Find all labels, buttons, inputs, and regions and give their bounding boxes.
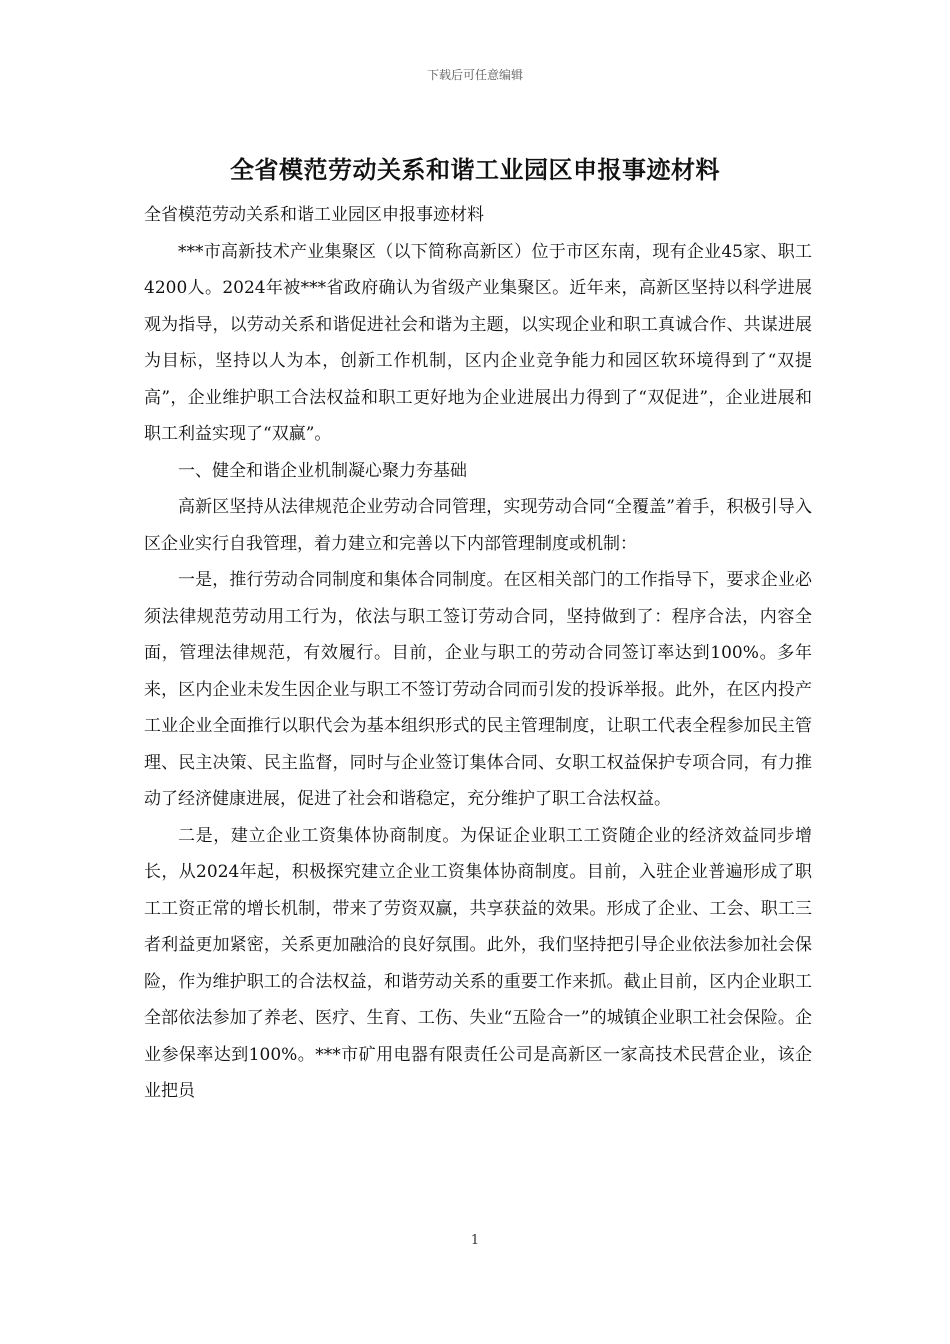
- document-subtitle: 全省模范劳动关系和谐工业园区申报事迹材料: [144, 205, 484, 225]
- page-header-note: 下载后可任意编辑: [426, 68, 523, 82]
- page-number: 1: [470, 1233, 480, 1248]
- paragraph-point-1: 一是，推行劳动合同制度和集体合同制度。在区相关部门的工作指导下，要求企业必须法律规范劳动用工行为，依法与职工签订劳动合同，坚持做到了：程序合法，内容全面，管理法律规范，有效履行。目前，企业与职工的劳动合同签订率达到100%。多年来，区内企业未发生因企业与职工不签订劳动合同而引发的投诉举报。此外，在区内投产工业企业全面推行以职代会为基本组织形式的民主管理制度，让职工代表全程参加民主管理、民主决策、民主监督，同时与企业签订集体合同、女职工权益保护专项合同，有力推动了经济健康进展，促进了社会和谐稳定，充分维护了职工合法权益。: [144, 570, 812, 809]
- paragraph-section-1-intro: 高新区坚持从法律规范企业劳动合同管理，实现劳动合同“全覆盖”着手，积极引导入区企业实行自我管理，着力建立和完善以下内部管理制度或机制：: [144, 497, 812, 554]
- paragraph-point-2: 二是，建立企业工资集体协商制度。为保证企业职工工资随企业的经济效益同步增长，从2024年起，积极探究建立企业工资集体协商制度。目前，入驻企业普遍形成了职工工资正常的增长机制，带来了劳资双赢，共享获益的效果。形成了企业、工会、职工三者利益更加紧密，关系更加融洽的良好氛围。此外，我们坚持把引导企业依法参加社会保险，作为维护职工的合法权益，和谐劳动关系的重要工作来抓。截止目前，区内企业职工全部依法参加了养老、医疗、生育、工伤、失业“五险合一”的城镇企业职工社会保险。企业参保率达到100%。***市矿用电器有限责任公司是高新区一家高技术民营企业，该企业把员: [144, 825, 812, 1101]
- section-heading-1: 一、健全和谐企业机制凝心聚力夯基础: [178, 460, 467, 481]
- document-body: [144, 197, 812, 1110]
- document-title: 全省模范劳动关系和谐工业园区申报事迹材料: [230, 156, 720, 184]
- paragraph-intro: ***市高新技术产业集聚区（以下简称高新区）位于市区东南，现有企业45家、职工4200人。2024年被***省政府确认为省级产业集聚区。近年来，高新区坚持以科学进展观为指导，以劳动关系和谐促进社会和谐为主题，以实现企业和职工真诚合作、共谋进展为目标，坚持以人为本，创新工作机制，区内企业竞争能力和园区软环境得到了“双提高”，企业维护职工合法权益和职工更好地为企业进展出力得到了“双促进”，企业进展和职工利益实现了“双赢”。: [144, 241, 812, 444]
